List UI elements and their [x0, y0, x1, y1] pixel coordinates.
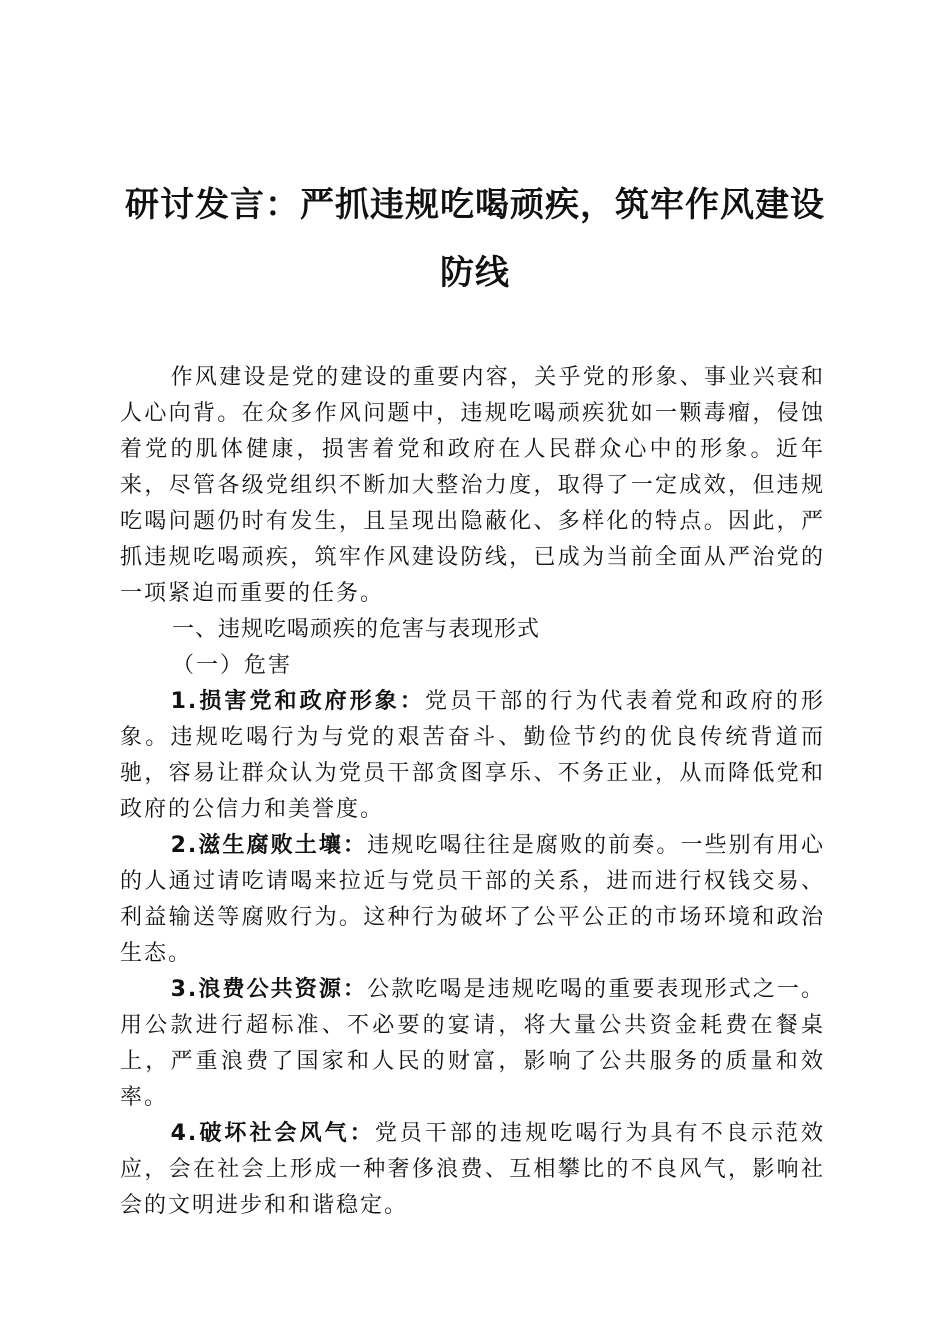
item-lead: 3.浪费公共资源： [170, 977, 368, 1002]
section-heading: 一、违规吃喝顽疾的危害与表现形式 [172, 617, 541, 642]
list-item [120, 972, 825, 1116]
item-text: 公款吃喝是违规吃喝的重要表现形式之一。用公款进行超标准、不必要的宴请，将大量公共资金耗费在餐桌上，严重浪费了国家和人民的财富，影响了公共服务的质量和效率。 [120, 977, 825, 1110]
item-lead: 1.损害党和政府形象： [170, 689, 425, 714]
list-item [120, 684, 825, 828]
document-title [100, 184, 850, 294]
item-text: 党员干部的违规吃喝行为具有不良示范效应，会在社会上形成一种奢侈浪费、互相攀比的不良风气，影响社会的文明进步和和谐稳定。 [120, 1121, 825, 1218]
item-text: 党员干部的行为代表着党和政府的形象。违规吃喝行为与党的艰苦奋斗、勤俭节约的优良传统背道而驰，容易让群众认为党员干部贪图享乐、不务正业，从而降低党和政府的公信力和美誉度。 [120, 689, 825, 822]
title-line-1: 研讨发言：严抓违规吃喝顽疾，筑牢作风建设 [125, 185, 825, 225]
title-line-2: 防线 [440, 253, 510, 293]
list-item [120, 828, 825, 972]
intro-paragraph: 作风建设是党的建设的重要内容，关乎党的形象、事业兴衰和人心向背。在众多作风问题中，违规吃喝顽疾犹如一颗毒瘤，侵蚀着党的肌体健康，损害着党和政府在人民群众心中的形象。近年来，尽管各级党组织不断加大整治力度，取得了一定成效，但违规吃喝问题仍时有发生，且呈现出隐蔽化、多样化的特点。因此，严抓违规吃喝顽疾，筑牢作风建设防线，已成为当前全面从严治党的一项紧迫而重要的任务。 [120, 365, 825, 606]
document-body [120, 360, 825, 1224]
item-lead: 4.破坏社会风气： [170, 1121, 375, 1146]
item-lead: 2.滋生腐败土壤： [170, 833, 368, 858]
item-text: 违规吃喝往往是腐败的前奏。一些别有用心的人通过请吃请喝来拉近与党员干部的关系，进而进行权钱交易、利益输送等腐败行为。这种行为破坏了公平公正的市场环境和政治生态。 [120, 833, 825, 966]
subsection-heading: （一）危害 [172, 653, 293, 678]
list-item [120, 1116, 825, 1224]
